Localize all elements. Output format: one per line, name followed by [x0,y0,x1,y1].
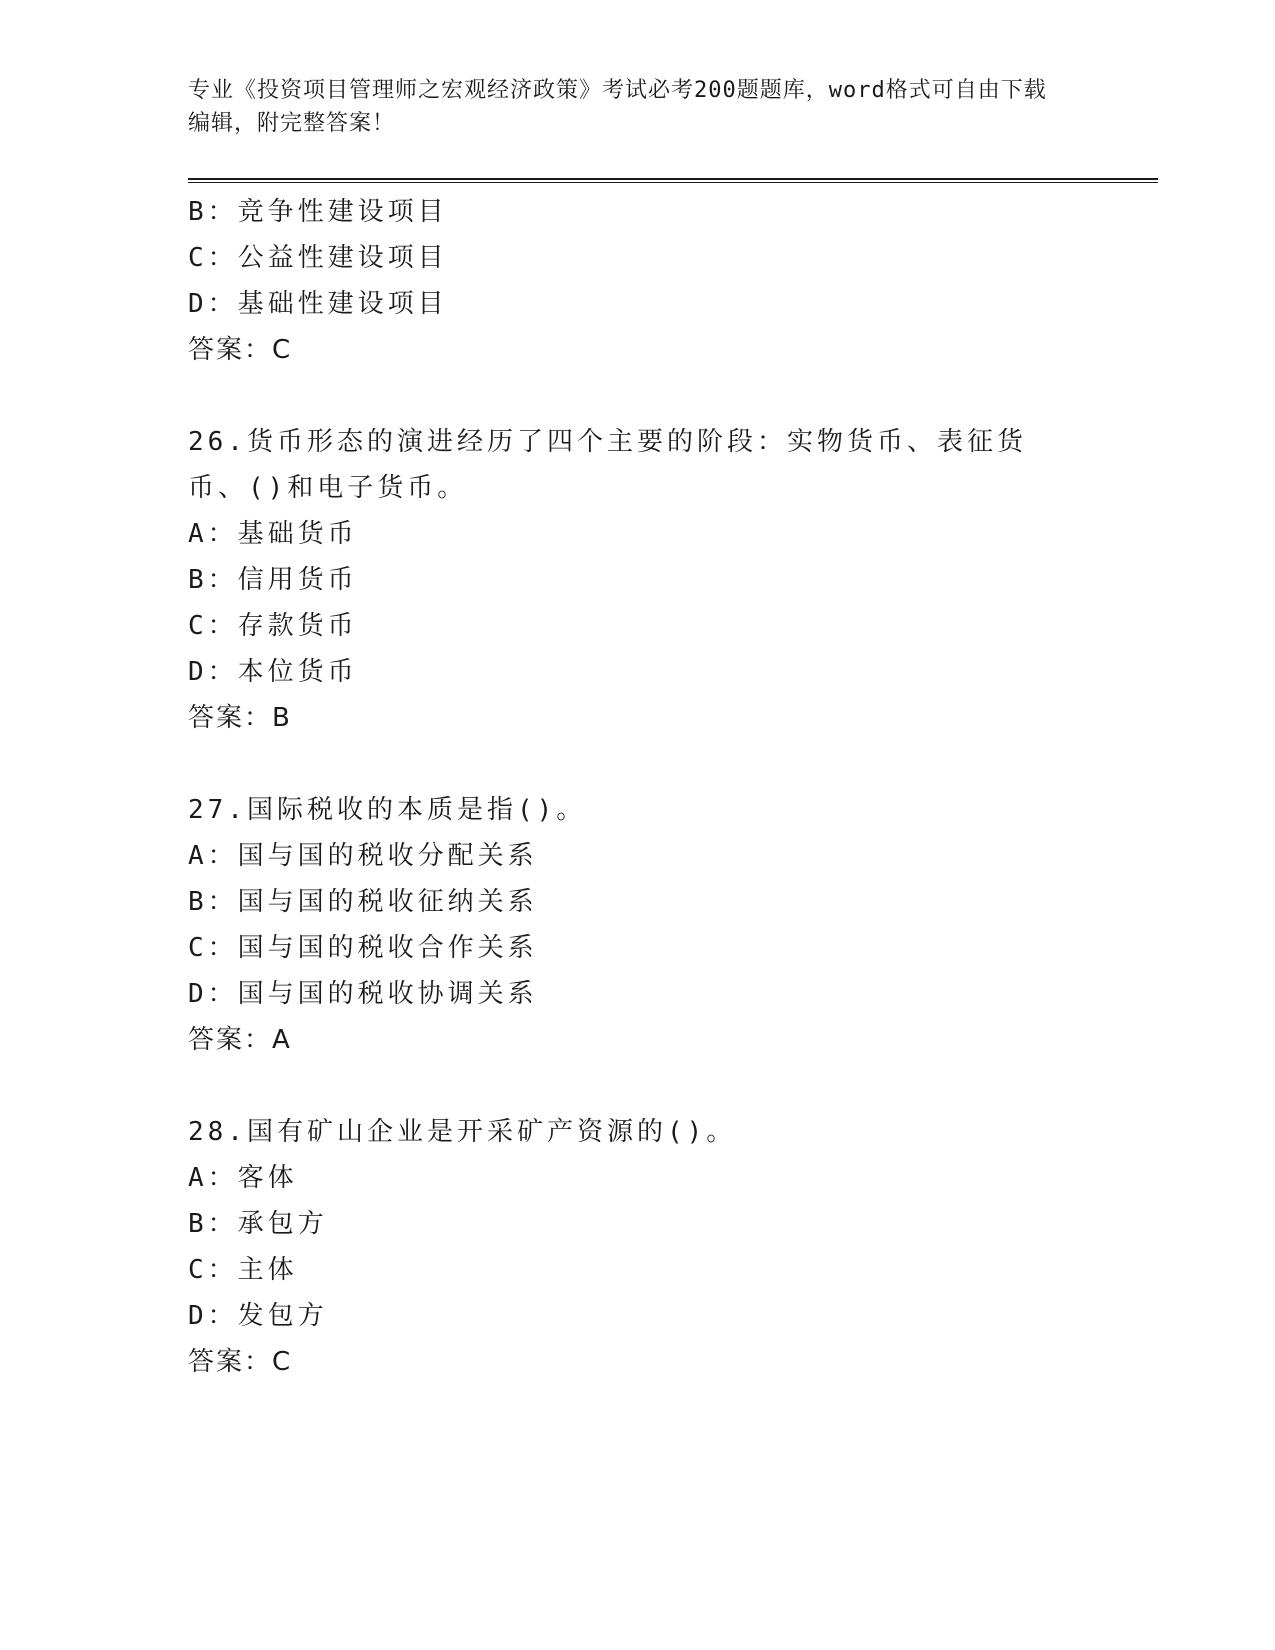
option-label: B： [188,887,238,917]
option-label: B： [188,197,238,227]
question-stem: 27.国际税收的本质是指()。 [188,795,587,825]
option-b [188,879,1088,925]
option-label: C： [188,611,238,641]
option-label: B： [188,565,238,595]
document-body [188,189,1088,1385]
option-text: 国与国的税收征纳关系 [237,887,538,917]
question-26 [188,419,1088,741]
option-b [188,1201,1088,1247]
option-label: A： [188,519,238,549]
option-label: C： [188,1255,238,1285]
answer-line: 答案：A [188,1025,292,1055]
option-a [188,833,1088,879]
option-text: 主体 [237,1255,298,1285]
answer-line: 答案：C [188,1347,293,1377]
option-label: D： [188,1301,238,1331]
question-28 [188,1109,1088,1385]
option-d [188,649,1088,695]
option-text: 竞争性建设项目 [237,197,448,227]
option-text: 存款货币 [237,611,358,641]
option-b [188,557,1088,603]
option-label: D： [188,657,238,687]
option-text: 基础货币 [237,519,358,549]
option-text: 客体 [237,1163,298,1193]
option-text: 本位货币 [237,657,358,687]
option-text: 承包方 [237,1209,328,1239]
option-label: D： [188,289,238,319]
option-text: 信用货币 [237,565,358,595]
option-label: B： [188,1209,238,1239]
option-label: A： [188,1163,238,1193]
question-27 [188,787,1088,1063]
option-label: C： [188,933,238,963]
option-d [188,971,1088,1017]
continued-question [188,189,1088,373]
option-d [188,1293,1088,1339]
option-label: D： [188,979,238,1009]
option-text: 发包方 [237,1301,328,1331]
option-label: C： [188,243,238,273]
option-text: 国与国的税收协调关系 [237,979,538,1009]
option-label: A： [188,841,238,871]
page-header [188,74,1068,140]
option-a [188,511,1088,557]
option-c [188,1247,1088,1293]
option-c [188,925,1088,971]
header-divider [188,178,1158,183]
question-stem: 28.国有矿山企业是开采矿产资源的()。 [188,1117,737,1147]
option-a [188,1155,1088,1201]
document-title: 专业《投资项目管理师之宏观经济政策》考试必考200题题库，word格式可自由下载编辑，附完整答案！ [188,78,1047,136]
option-text: 国与国的税收分配关系 [237,841,538,871]
option-d [188,281,1088,327]
option-text: 基础性建设项目 [237,289,448,319]
option-text: 国与国的税收合作关系 [237,933,538,963]
question-stem: 26.货币形态的演进经历了四个主要的阶段：实物货币、表征货币、()和电子货币。 [188,427,1027,503]
option-b [188,189,1088,235]
answer-line: 答案：C [188,335,293,365]
option-c [188,603,1088,649]
answer-line: 答案：B [188,703,292,733]
option-text: 公益性建设项目 [237,243,448,273]
option-c [188,235,1088,281]
